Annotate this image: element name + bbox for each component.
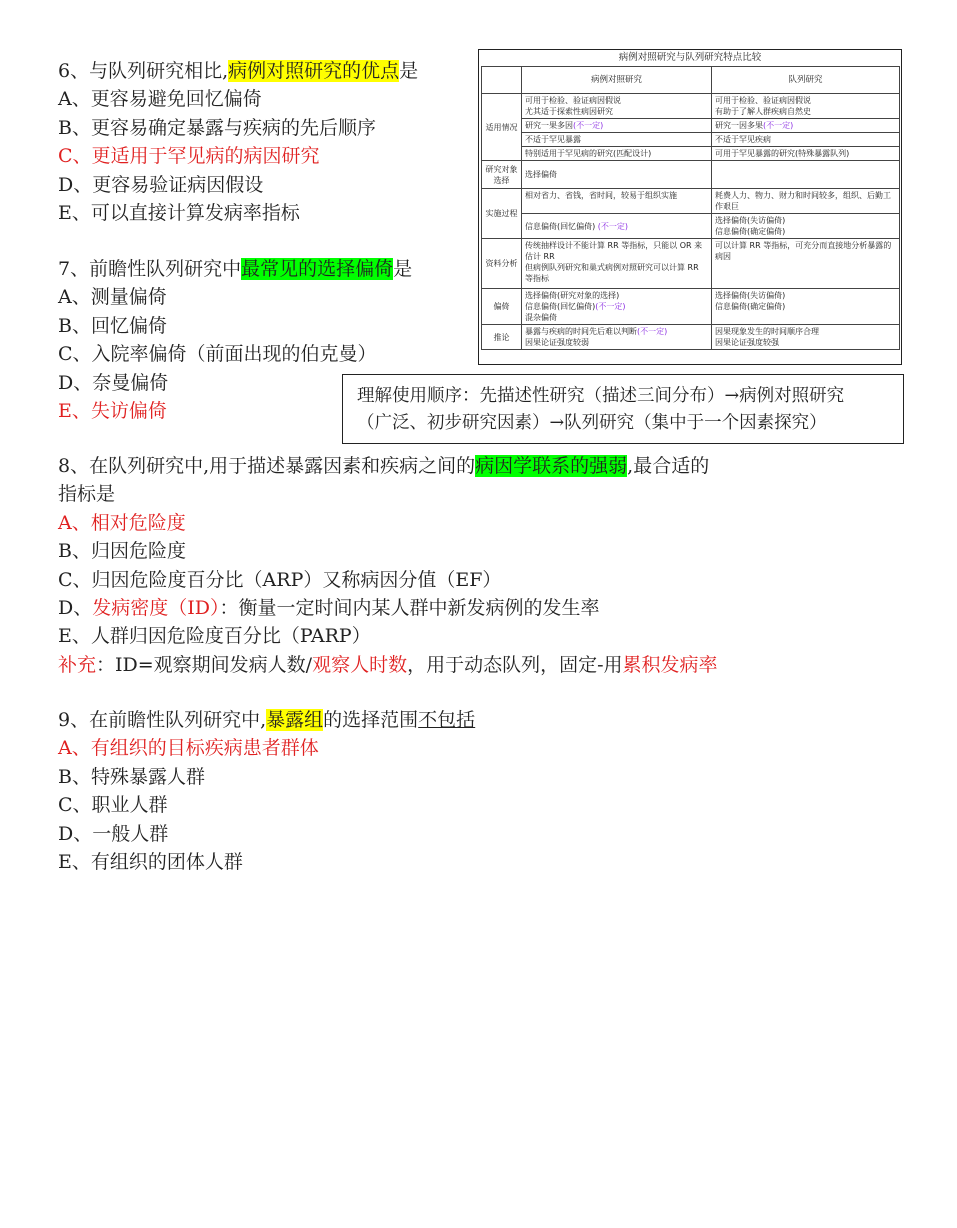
q9-option-a-answer: A、有组织的目标疾病患者群体: [58, 737, 319, 760]
row-header-select: 研究对象选择: [482, 161, 522, 189]
study-order-note: [342, 374, 904, 444]
q6-highlight: 病例对照研究的优点: [228, 60, 400, 82]
question-6: [58, 57, 418, 227]
q9-option-c: C、职业人群: [58, 794, 168, 817]
q6-option-a: A、更容易避免回忆偏倚: [58, 88, 262, 111]
q7-option-e-answer: E、失访偏倚: [58, 400, 167, 423]
q8-option-b: B、归因危险度: [58, 540, 186, 563]
cell-apply-cohort-1: 可用于检验、验证病因假说 有助于了解人群疾病自然史: [712, 94, 900, 119]
q8-option-a-answer: A、相对危险度: [58, 511, 186, 534]
cell-apply-case-4: 不适于罕见暴露: [522, 133, 712, 147]
row-header-bias: 偏倚: [482, 289, 522, 325]
q7-stem: 7、前瞻性队列研究中最常见的选择偏倚是: [58, 258, 413, 280]
cell-infer-case: 暴露与疾病的时间先后难以判断(不一定) 因果论证强度较弱: [522, 325, 712, 350]
q9-highlight: 暴露组: [266, 709, 324, 731]
note-line-1: 理解使用顺序：先描述性研究（描述三间分布）→病例对照研究: [357, 386, 845, 406]
cell-bias-case: 选择偏倚(研究对象的选择) 信息偏倚(回忆偏倚)(不一定) 混杂偏倚: [522, 289, 712, 325]
cell-analysis-cohort: 可以计算 RR 等指标，可充分而直接地分析暴露的病因: [712, 239, 900, 289]
q9-option-e: E、有组织的团体人群: [58, 851, 243, 874]
q9-option-b: B、特殊暴露人群: [58, 765, 205, 788]
q6-option-e: E、可以直接计算发病率指标: [58, 202, 300, 225]
q7-highlight: 最常见的选择偏倚: [241, 258, 394, 280]
q9-stem: 9、在前瞻性队列研究中,暴露组的选择范围不包括: [58, 709, 476, 731]
cell-bias-cohort: 选择偏倚(失访偏倚) 信息偏倚(确定偏倚): [712, 289, 900, 325]
q9-underline: 不包括: [418, 709, 476, 731]
q8-option-c: C、归因危险度百分比（ARP）又称病因分值（EF）: [58, 568, 502, 591]
row-header-impl: 实施过程: [482, 189, 522, 239]
q6-option-c-answer: C、更适用于罕见病的病因研究: [58, 145, 320, 168]
q8-option-e: E、人群归因危险度百分比（PARP）: [58, 625, 371, 648]
q6-stem: 6、与队列研究相比,病例对照研究的优点是: [58, 60, 419, 82]
cell-apply-cohort-3: 研究一因多果(不一定): [712, 119, 900, 133]
cell-impl-cohort-2: 选择偏倚(失访偏倚) 信息偏倚(确定偏倚): [712, 214, 900, 239]
q7-option-b: B、回忆偏倚: [58, 314, 167, 337]
row-header-apply: 适用情况: [482, 94, 522, 161]
cell-apply-cohort-5: 可用于罕见暴露的研究(特殊暴露队列): [712, 147, 900, 161]
note-line-2: （广泛、初步研究因素）→队列研究（集中于一个因素探究）: [357, 413, 827, 433]
q8-stem-line-2: 指标是: [58, 483, 116, 506]
q7-option-d: D、奈曼偏倚: [58, 371, 169, 394]
q9-option-d: D、一般人群: [58, 822, 169, 845]
cell-infer-cohort: 因果现象发生的时间顺序合理 因果论证强度较强: [712, 325, 900, 350]
comparison-table: [478, 49, 902, 365]
cell-apply-case-3: 研究一果多因(不一定): [522, 119, 712, 133]
q7-option-a: A、测量偏倚: [58, 286, 167, 309]
question-9: [58, 706, 475, 876]
cell-impl-cohort-1: 耗费人力、物力、财力和时间较多，组织、后勤工作艰巨: [712, 189, 900, 214]
q8-stem: 8、在队列研究中,用于描述暴露因素和疾病之间的病因学联系的强弱,最合适的: [58, 455, 710, 477]
cell-select-case: 选择偏倚: [522, 161, 712, 189]
row-header-infer: 推论: [482, 325, 522, 350]
cell-apply-case-5: 特别适用于罕见病的研究(匹配设计): [522, 147, 712, 161]
table-title: 病例对照研究与队列研究特点比较: [618, 52, 762, 63]
q6-option-d: D、更容易验证病因假设: [58, 173, 264, 196]
cell-apply-case-1: 可用于检验、验证病因假说 尤其适于探索性病因研究: [522, 94, 712, 119]
q8-highlight: 病因学联系的强弱: [475, 455, 628, 477]
q6-option-b: B、更容易确定暴露与疾病的先后顺序: [58, 116, 376, 139]
col-header-cohort: 队列研究: [712, 67, 900, 94]
cell-impl-case-2: 信息偏倚(回忆偏倚) (不一定): [522, 214, 712, 239]
col-header-case: 病例对照研究: [522, 67, 712, 94]
cell-analysis-case: 传统抽样设计不能计算 RR 等指标，只能以 OR 来估计 RR 但病例队列研究和巢式病例对照研究可以计算 RR 等指标: [522, 239, 712, 289]
row-header-analysis: 资料分析: [482, 239, 522, 289]
cell-impl-case-1: 相对省力、省钱，省时间，较易于组织实施: [522, 189, 712, 214]
q8-supplement: 补充：ID=观察期间发病人数/观察人时数，用于动态队列，固定-用累积发病率: [58, 653, 718, 676]
question-8: [58, 452, 718, 679]
q8-option-d: D、发病密度（ID）：衡量一定时间内某人群中新发病例的发生率: [58, 597, 600, 620]
cell-apply-cohort-4: 不适于罕见疾病: [712, 133, 900, 147]
q7-option-c: C、入院率偏倚（前面出现的伯克曼）: [58, 343, 377, 366]
